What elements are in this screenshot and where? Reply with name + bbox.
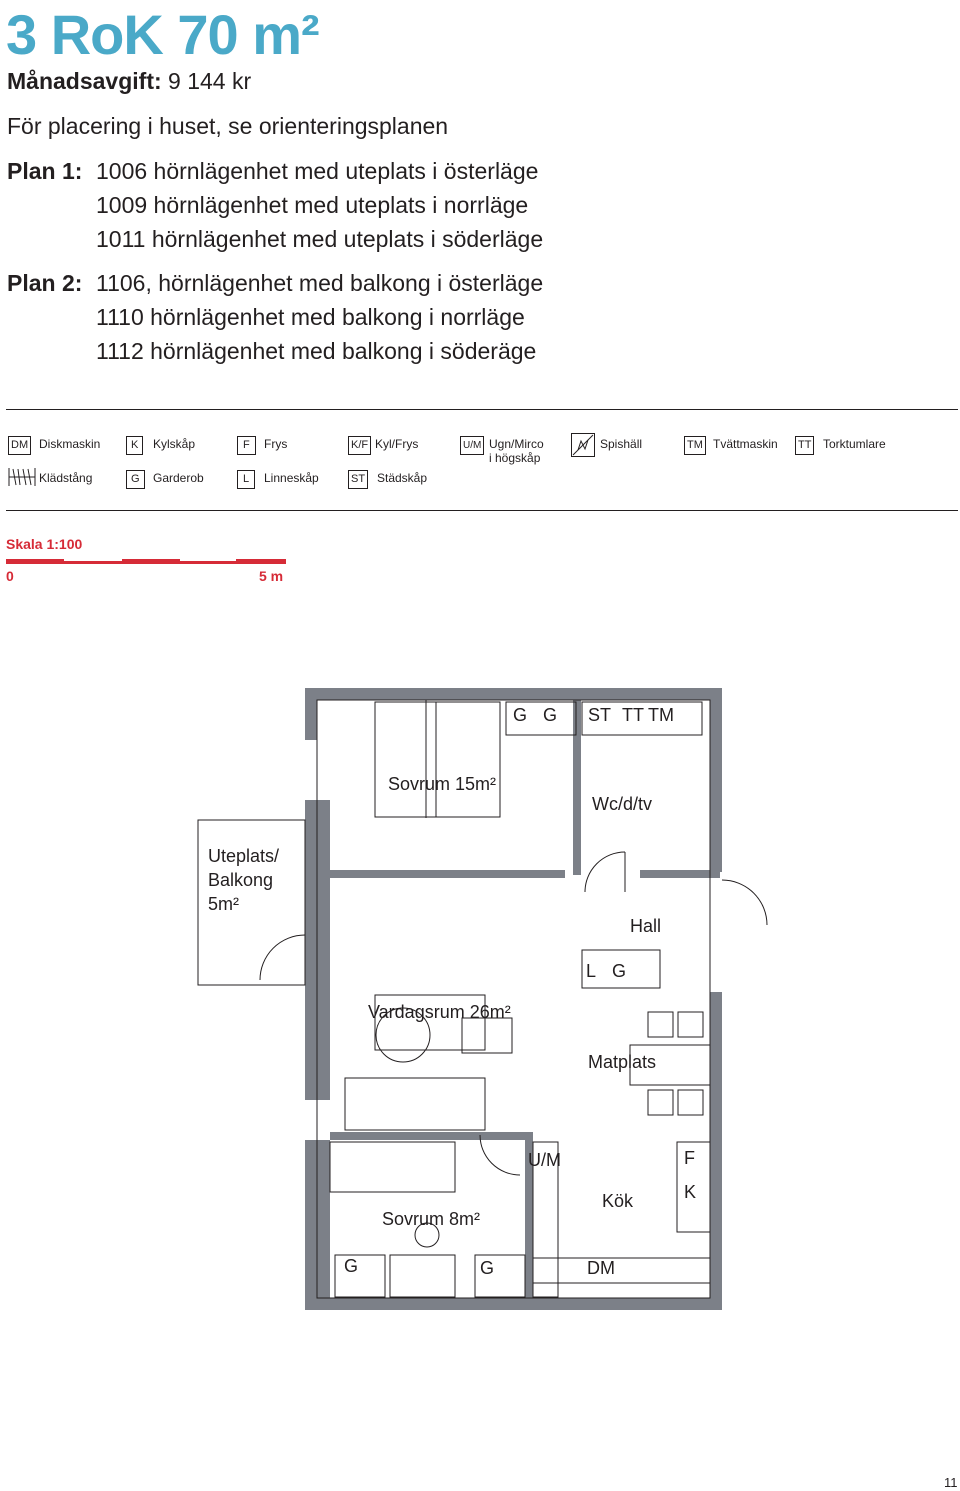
plan-1-line: 1009 hörnlägenhet med uteplats i norrläge [96,192,529,218]
fixture-label-k: K [684,1182,697,1202]
legend-text: Ugn/Mirco [489,437,544,451]
room-label-hall: Hall [630,916,662,936]
plan-1-line: 1006 hörnlägenhet med uteplats i österläge [96,158,539,184]
fixture-label-g: G [513,705,528,725]
fixture-label-f: F [684,1148,695,1168]
room-label-uteplats-2: Balkong [208,870,274,890]
legend-text: Diskmaskin [39,437,101,451]
legend-text: Kyl/Frys [375,437,419,451]
legend-text: Städskåp [377,471,428,485]
fee-label: Månadsavgift: [7,68,162,94]
room-label-uteplats-1: Uteplats/ [208,846,280,866]
fixture-label-tm: TM [648,705,674,725]
legend-code: K/F [348,436,371,455]
room-labels [208,774,661,1229]
legend-bottom-rule [6,510,958,511]
room-label-wc: Wc/d/tv [592,794,653,814]
page-title: 3 RoK 70 m² [6,3,319,66]
plan-2-line: 1106, hörnlägenhet med balkong i österläge [96,270,544,296]
legend-text: Torktumlare [823,437,886,451]
room-label-vardagsrum: Vardagsrum 26m² [368,1002,511,1022]
floor-plan [190,680,790,1320]
monthly-fee [7,68,251,95]
plan-2-label: Plan 2: [7,270,83,296]
clothes-rail-icon [8,466,36,488]
legend-code: F [237,436,256,455]
legend-text: Kylskåp [153,437,196,451]
fixture-label-g: G [543,705,558,725]
plan-1-label: Plan 1: [7,158,83,184]
legend-text-2: i högskåp [489,451,541,465]
room-label-kok: Kök [602,1191,634,1211]
page-number: 11 [944,1475,958,1490]
fixture-label-g: G [480,1258,495,1278]
fixture-label-tt: TT [622,705,644,725]
legend-text: Klädstång [39,471,93,485]
legend-text: Frys [264,437,288,451]
scale-label: Skala 1:100 [6,536,83,552]
plan-1-line: 1011 hörnlägenhet med uteplats i söderläge [96,226,544,252]
room-label-matplats: Matplats [588,1052,657,1072]
room-label-uteplats-3: 5m² [208,894,239,914]
scale-bar-segment [180,559,236,561]
legend-code: G [126,470,145,489]
scale-end: 5 m [259,568,284,584]
legend-code: TT [795,436,814,455]
placement-note: För placering i huset, se orienteringsplanen [7,113,449,139]
legend-code: L [237,470,255,489]
scale-bar-segment [64,559,122,561]
stove-symbol-icon [571,433,595,457]
legend-top-rule [6,409,958,410]
legend-text: Spishäll [600,437,643,451]
legend-text: Linneskåp [264,471,319,485]
legend-code: U/M [460,436,484,455]
scale-start: 0 [6,568,14,584]
legend-code: ST [348,470,368,489]
legend-text: Garderob [153,471,204,485]
fee-value: 9 144 kr [168,68,252,94]
scale-bar [6,559,286,564]
plan-2-line: 1110 hörnlägenhet med balkong i norrläge [96,304,525,330]
fixture-label-g: G [612,961,627,981]
fixture-label-g: G [344,1256,359,1276]
room-label-sovrum8: Sovrum 8m² [382,1209,481,1229]
room-label-sovrum15: Sovrum 15m² [388,774,497,794]
fixture-label-l: L [586,961,597,981]
fixture-label-um: U/M [528,1150,561,1170]
legend-code: DM [8,436,31,455]
fixture-label-dm: DM [587,1258,615,1278]
legend-code: K [126,436,143,455]
legend-text: Tvättmaskin [713,437,778,451]
plan-2-line: 1112 hörnlägenhet med balkong i söderäge [96,338,537,364]
fixture-label-st: ST [588,705,612,725]
plan-walls [305,688,722,1310]
legend-code: TM [684,436,706,455]
scale-bar-base [6,559,286,564]
